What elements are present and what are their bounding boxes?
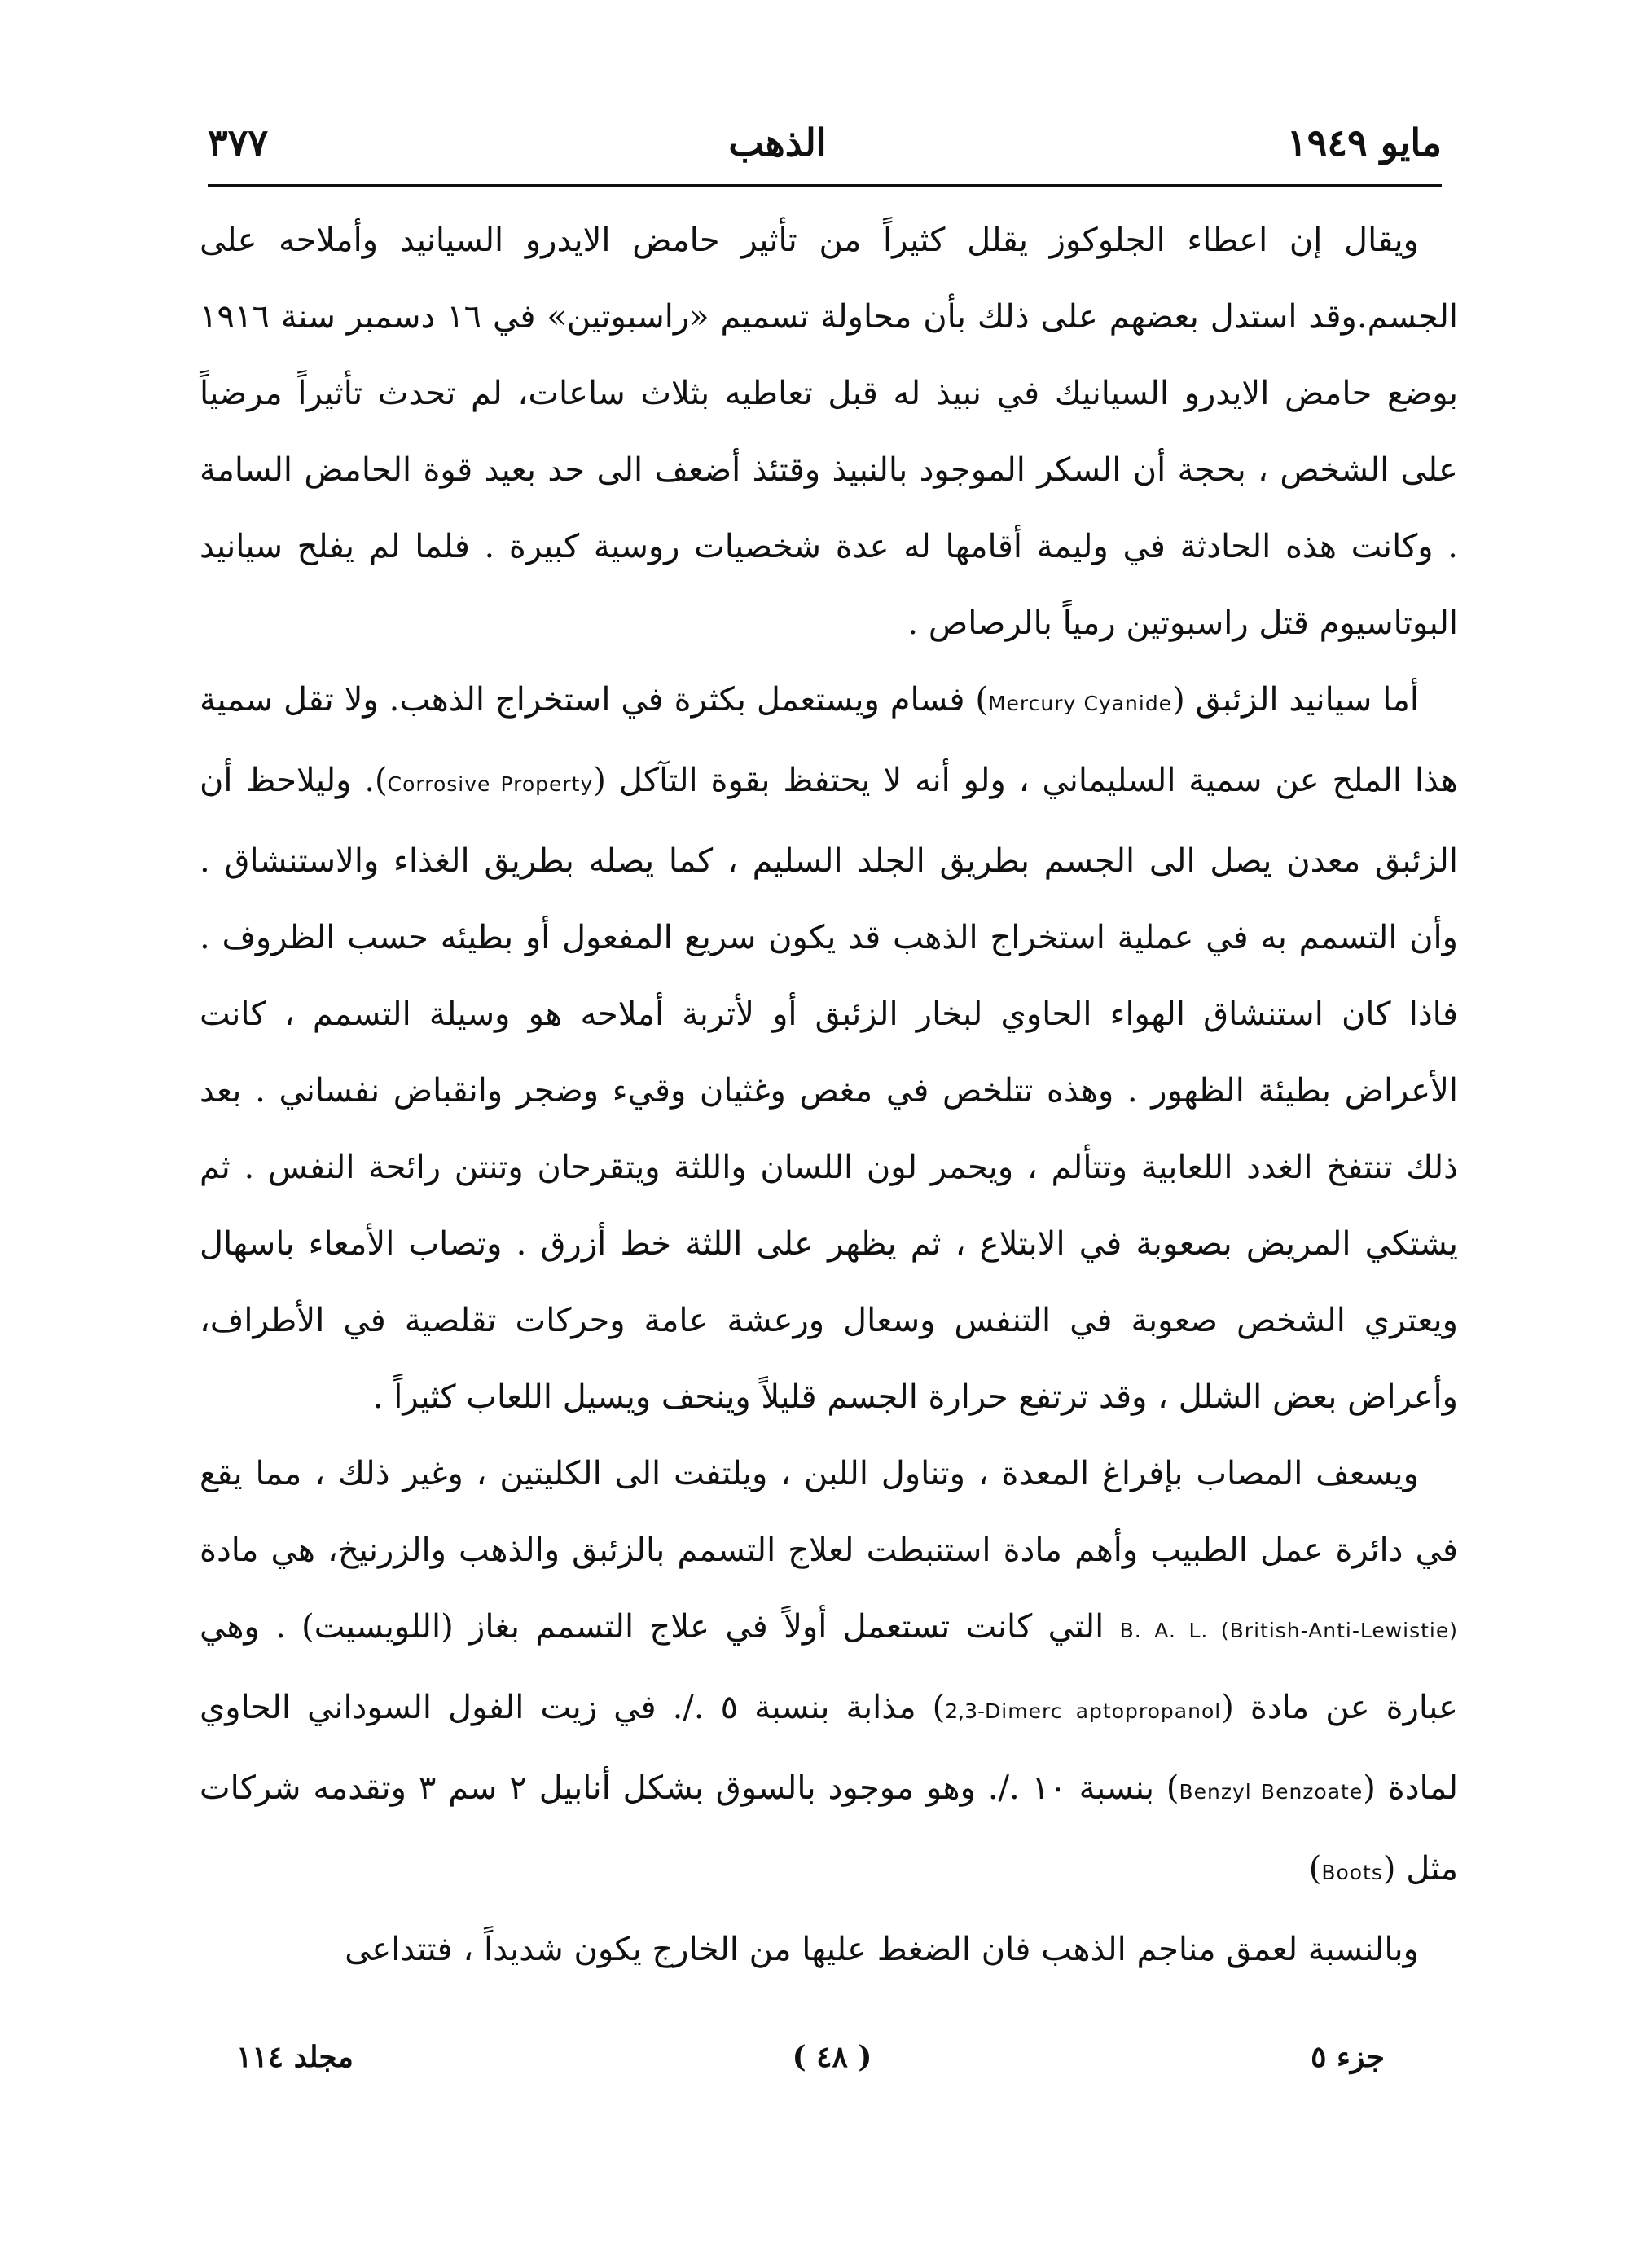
header-rule: [208, 184, 1442, 187]
page-footer: [236, 2033, 1385, 2081]
paragraph-mercury-cyanide: [200, 662, 1458, 1435]
paragraph-text: أما سيانيد الزئبق (: [1172, 681, 1420, 719]
latin-term: Corrosive Property: [387, 772, 594, 796]
latin-term: 2,3-Dimerc aptopropanol: [945, 1699, 1222, 1723]
paragraph-text: ) فسام ويستعمل بكثرة في استخراج الذهب. ولا تقل سمية هذا الملح عن سمية السليماني ، ولو أنه لا يحتفظ بقوة التآكل (: [200, 681, 1459, 799]
paragraph-text: التي كانت تستعمل أولاً في علاج التسمم بغاز (اللويسيت) . وهي عبارة عن مادة (: [200, 1608, 1459, 1726]
footer-volume: مجلد ١١٤: [236, 2040, 354, 2074]
paragraph-treatment: [200, 1435, 1458, 1911]
latin-term: B. A. L. (British-Anti-Lewistie): [1119, 1619, 1459, 1642]
latin-term: Mercury Cyanide: [987, 692, 1173, 715]
paragraph-text: ) بنسبة ١٠ ./. وهو موجود بالسوق بشكل أنابيل ٢ سم ٣ وتقدمه شركات مثل (: [200, 1769, 1458, 1888]
paragraph-text: ) مذابة بنسبة ٥ ./. في زيت الفول السوداني الحاوي لمادة (: [200, 1689, 1459, 1807]
paragraph-mine-depth: وبالنسبة لعمق مناجم الذهب فان الضغط عليها من الخارج يكون شديداً ، فتتداعى: [345, 1931, 1419, 1968]
paragraph-text: ). وليلاحظ أن الزئبق معدن يصل الى الجسم بطريق الجلد السليم ، كما يصله بطريق الغذاء والاستنشاق . وأن التسمم به في عملية استخراج الذهب قد يكون سريع المفعول أو بطيئه حسب الظروف . فاذا كان استنشاق الهواء الحاوي لبخار الزئبق أو لأتربة أملاحه هو وسيلة التسمم ، كانت الأعراض بطيئة الظهور . وهذه تتلخص في مغص وغثيان وقيء وضجر وانقباض نفساني . بعد ذلك تنتفخ الغدد اللعابية وتتألم ، ويحمر لون اللسان واللثة ويتقرحان وتنتن رائحة النفس . ثم يشتكي المريض بصعوبة في الابتلاع ، ثم يظهر على اللثة خط أزرق . وتصاب الأمعاء باسهال ويعتري الشخص صعوبة في التنفس وسعال ورعشة عامة وحركات تقلصية في الأطراف، وأعراض بعض الشلل ، وقد ترتفع حرارة الجسم قليلاً وينحف ويسيل اللعاب كثيراً .: [200, 762, 1458, 1416]
footer-issue: ( ٤٨ ): [792, 2040, 872, 2074]
header-page-number: ٣٧٧: [208, 121, 269, 165]
paragraph-glucose: ويقال إن اعطاء الجلوكوز يقلل كثيراً من تأثير حامض الايدرو السيانيد وأملاحه على الجسم.وقد استدل بعضهم على ذلك بأن محاولة تسميم «راسبوتين» في ١٦ دسمبر سنة ١٩١٦ بوضع حامض الايدرو السيانيك في نبيذ له قبل تعاطيه بثلاث ساعات، لم تحدث تأثيراً مرضياً على الشخص ، بحجة أن السكر الموجود بالنبيذ وقتئذ أضعف الى حد بعيد قوة الحامض السامة . وكانت هذه الحادثة في وليمة أقامها له عدة شخصيات روسية كبيرة . فلما لم يفلح سيانيد البوتاسيوم قتل راسبوتين رمياً بالرصاص .: [200, 222, 1458, 642]
article-body: [200, 202, 1458, 1988]
paragraph-text: ): [1308, 1850, 1322, 1888]
latin-term: Benzyl Benzoate: [1179, 1780, 1364, 1804]
latin-term: Boots: [1321, 1861, 1383, 1884]
paragraph-text: ويسعف المصاب بإفراغ المعدة ، وتناول اللبن ، ويلتفت الى الكليتين ، وغير ذلك ، مما يقع في دائرة عمل الطبيب وأهم مادة استنبطت لعلاج التسمم بالزئبق والذهب والزرنيخ، هي مادة: [200, 1455, 1458, 1569]
header-title: الذهب: [728, 121, 827, 165]
header-date: مايو ١٩٤٩: [1286, 121, 1442, 165]
running-head: [208, 106, 1442, 179]
footer-part: جزء ٥: [1311, 2040, 1385, 2074]
